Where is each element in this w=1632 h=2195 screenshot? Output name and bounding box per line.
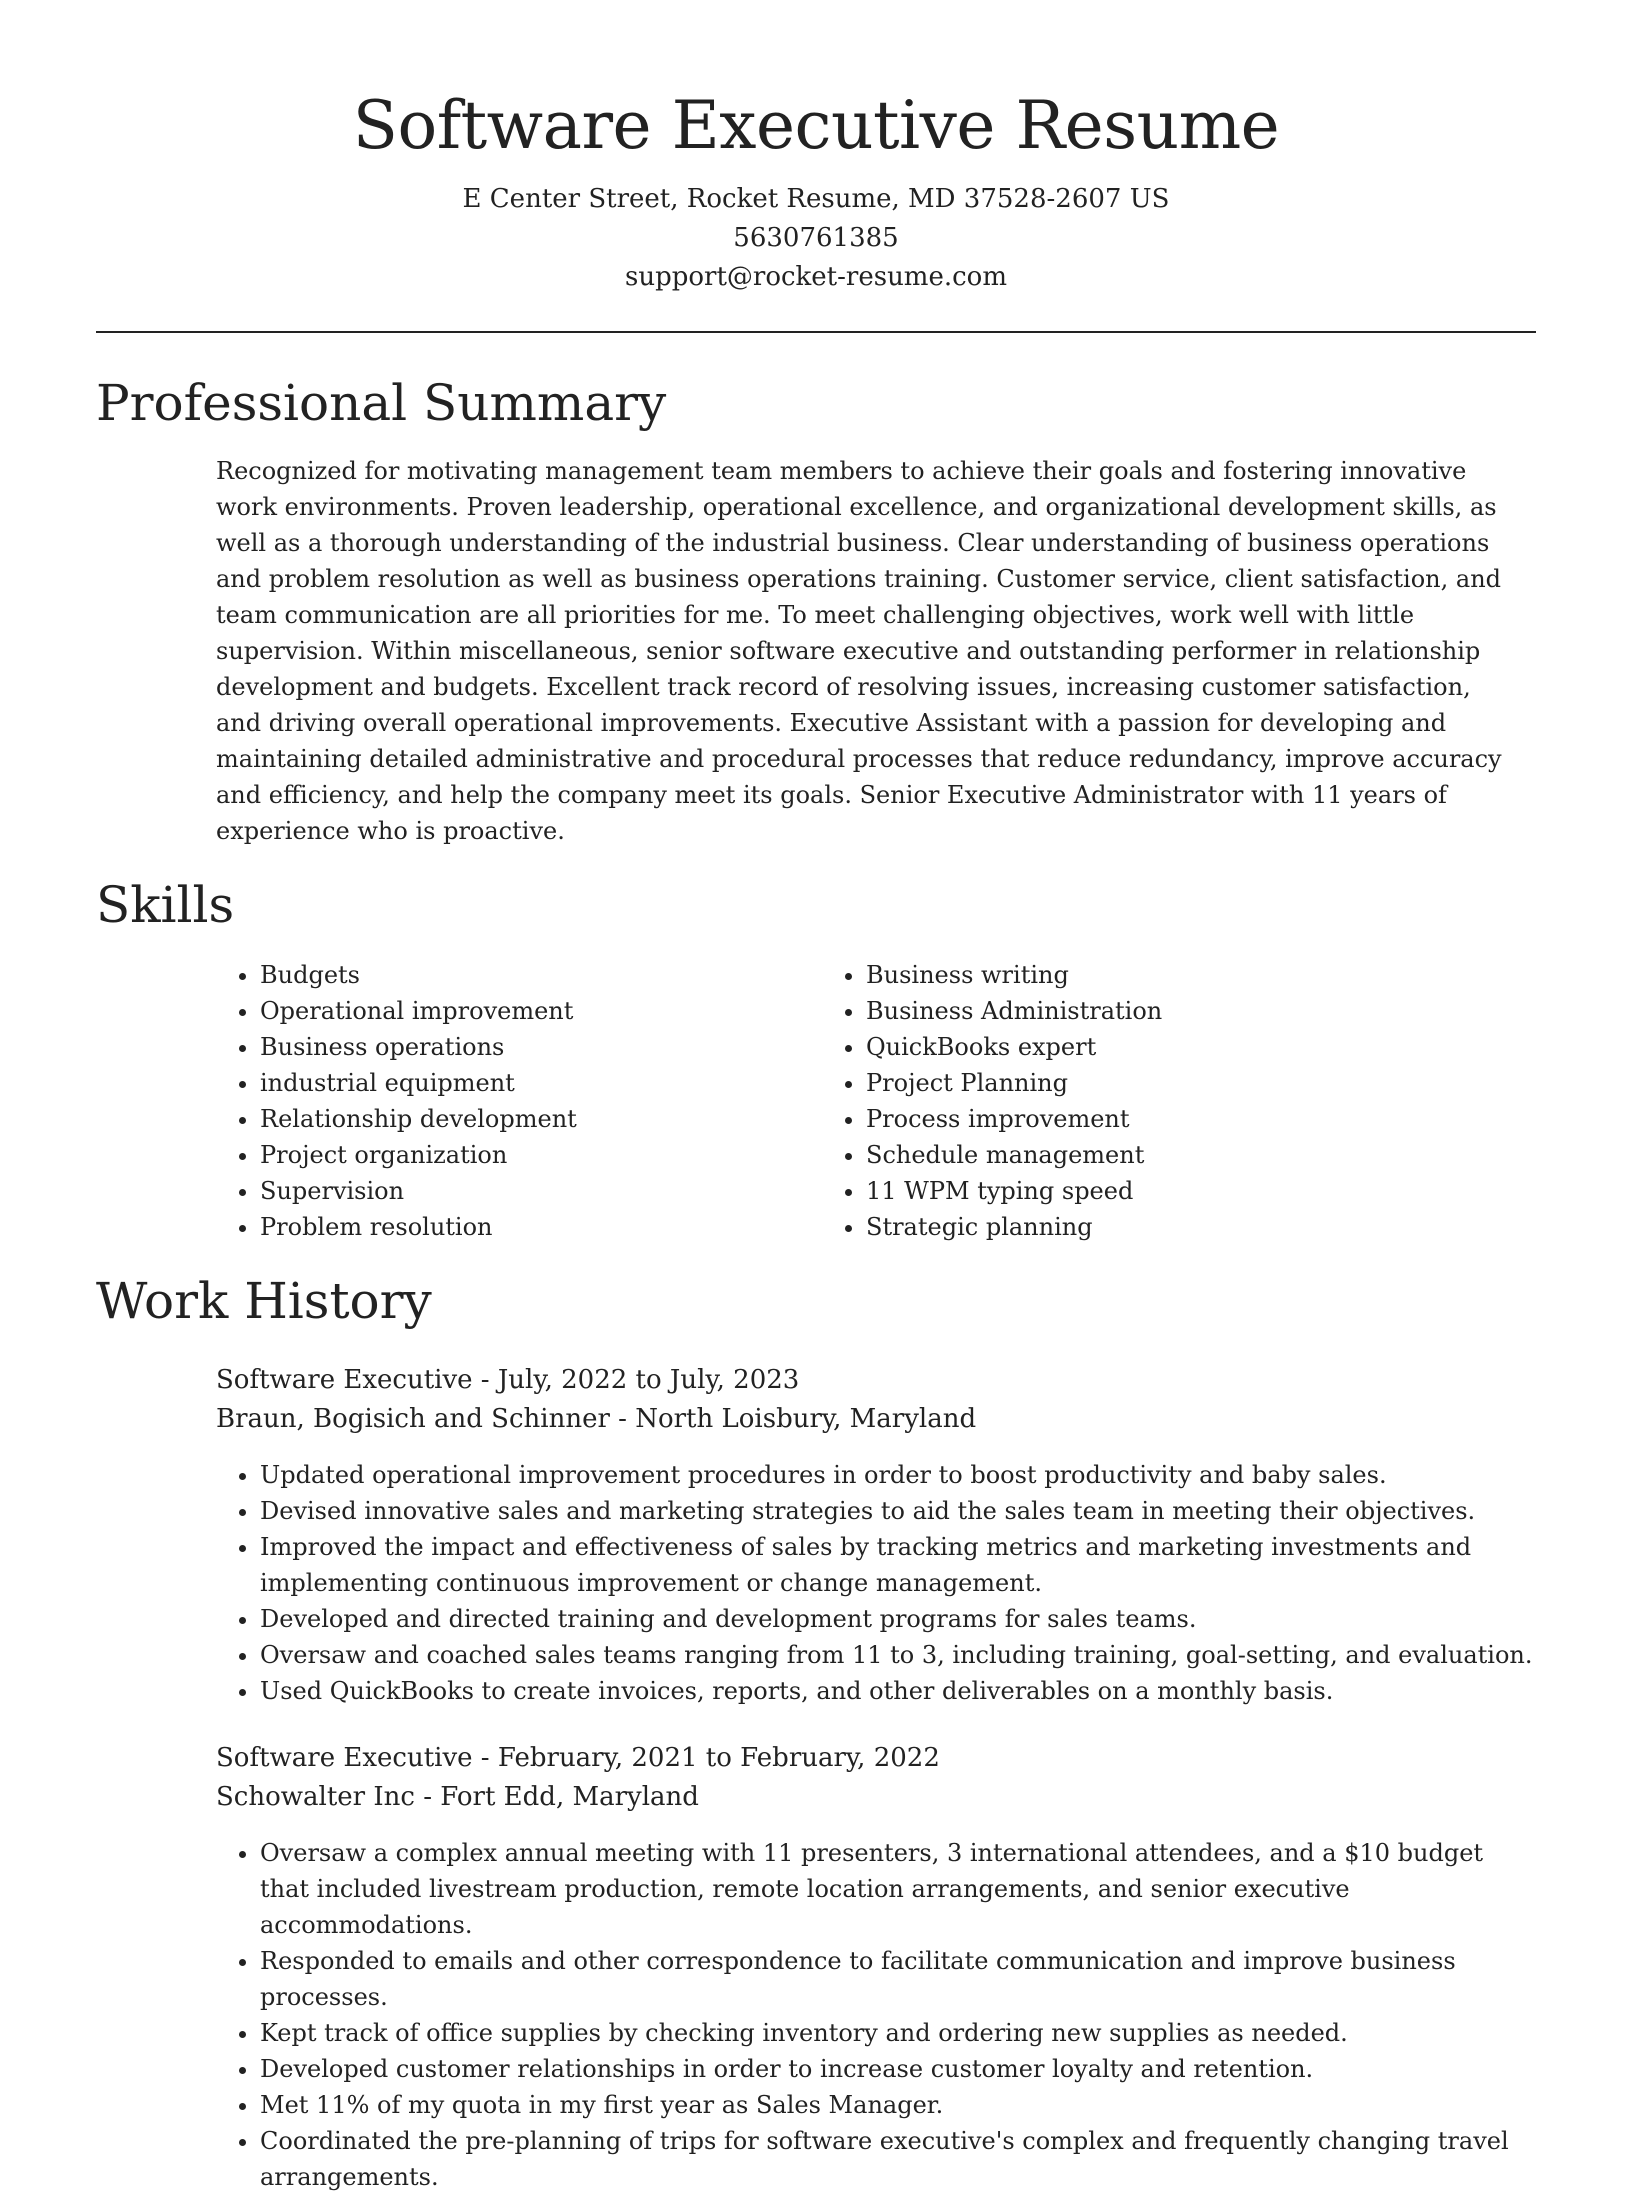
skill-item: • Relationship development: [260, 1101, 822, 1137]
job-bullet: • Devised innovative sales and marketing strategies to aid the sales team in meeting their objectives.: [260, 1493, 1536, 1529]
job-bullet: • Responded to emails and other correspondence to facilitate communication and improve business processes.: [260, 1943, 1536, 2015]
contact-address: E Center Street, Rocket Resume, MD 37528-2607 US: [462, 184, 1170, 214]
resume-title: Software Executive Resume: [352, 87, 1280, 164]
summary-text: Recognized for motivating management team members to achieve their goals and fostering innovative work environments. Proven leadership, operational excellence, and organizational development skills, as well as a thorough understanding of the industrial business. Clear understanding of business operations and problem resolution as well as business operations training. Customer service, client satisfaction, and team communication are all priorities for me. To meet challenging objectives, work well with little supervision. Within miscellaneous, senior software executive and outstanding performer in relationship development and budgets. Excellent track record of resolving issues, increasing customer satisfaction, and driving overall operational improvements. Executive Assistant with a passion for developing and maintaining detailed administrative and procedural processes that reduce redundancy, improve accuracy and efficiency, and help the company meet its goals. Senior Executive Administrator with 11 years of experience who is proactive.: [216, 457, 1502, 845]
skill-item: • Business Administration: [866, 993, 1428, 1029]
job-bullet: • Oversaw and coached sales teams ranging from 11 to 3, including training, goal-setting, and evaluation.: [260, 1637, 1536, 1673]
skill-item: • 11 WPM typing speed: [866, 1173, 1428, 1209]
skill-item: • Strategic planning: [866, 1209, 1428, 1245]
skill-item: • Project organization: [260, 1137, 822, 1173]
skill-item: • Business operations: [260, 1029, 822, 1065]
job-bullet: • Developed customer relationships in order to increase customer loyalty and retention.: [260, 2051, 1536, 2087]
contact-email: support@rocket-resume.com: [624, 262, 1007, 292]
skill-item: • Operational improvement: [260, 993, 822, 1029]
job-bullet: • Developed and directed training and development programs for sales teams.: [260, 1601, 1536, 1637]
job-title-line: Software Executive - February, 2021 to February, 2022: [216, 1743, 940, 1773]
skill-item: • Schedule management: [866, 1137, 1428, 1173]
skill-item: • Business writing: [866, 957, 1428, 993]
skill-item: • Supervision: [260, 1173, 822, 1209]
job-company-line: Braun, Bogisich and Schinner - North Loisbury, Maryland: [216, 1404, 977, 1434]
skill-item: • Budgets: [260, 957, 822, 993]
job-entry: [216, 1361, 1536, 1709]
skill-item: • industrial equipment: [260, 1065, 822, 1101]
work-history-heading: Work History: [96, 1272, 432, 1330]
job-bullet: • Kept track of office supplies by checking inventory and ordering new supplies as needed.: [260, 2015, 1536, 2051]
skill-item: • QuickBooks expert: [866, 1029, 1428, 1065]
job-title-line: Software Executive - July, 2022 to July, 2023: [216, 1365, 800, 1395]
job-bullet-list: [216, 1835, 1536, 2195]
contact-block: [96, 180, 1536, 297]
summary-heading: Professional Summary: [96, 374, 667, 432]
job-bullet: • Used QuickBooks to create invoices, reports, and other deliverables on a monthly basis.: [260, 1673, 1536, 1709]
job-bullet-list: [216, 1457, 1536, 1709]
job-bullet: • Improved the impact and effectiveness of sales by tracking metrics and marketing investments and implementing continuous improvement or change management.: [260, 1529, 1536, 1601]
job-bullet: • Met 11% of my quota in my first year as Sales Manager.: [260, 2087, 1536, 2123]
header-divider: [96, 331, 1536, 333]
job-bullet: • Coordinated the pre-planning of trips for software executive's complex and frequently changing travel arrangements.: [260, 2123, 1536, 2195]
skill-item: • Problem resolution: [260, 1209, 822, 1245]
skills-column-right: [822, 957, 1428, 1245]
resume-page: [96, 0, 1536, 2195]
skills-column-left: [216, 957, 822, 1245]
job-bullet: • Oversaw a complex annual meeting with 11 presenters, 3 international attendees, and a $10 budget that included livestream production, remote location arrangements, and senior executive accommodations.: [260, 1835, 1536, 1943]
job-entry: [216, 1739, 1536, 2195]
skill-item: • Project Planning: [866, 1065, 1428, 1101]
skills-list: [216, 957, 1536, 1245]
skill-item: • Process improvement: [866, 1101, 1428, 1137]
job-bullet: • Updated operational improvement procedures in order to boost productivity and baby sales.: [260, 1457, 1536, 1493]
job-company-line: Schowalter Inc - Fort Edd, Maryland: [216, 1782, 699, 1812]
skills-heading: Skills: [96, 876, 235, 934]
contact-phone: 5630761385: [733, 223, 899, 253]
